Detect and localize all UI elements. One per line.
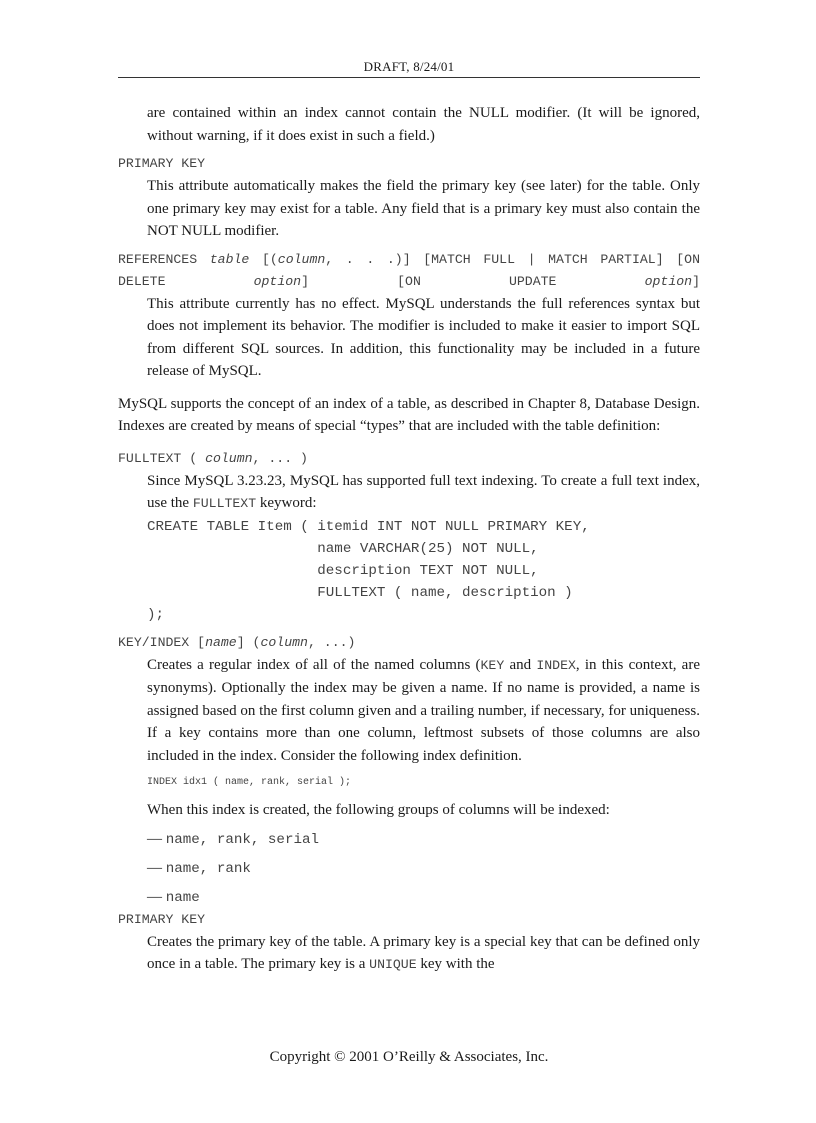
term-fulltext: FULLTEXT ( column, ... ) xyxy=(118,450,308,466)
page-footer: Copyright © 2001 O’Reilly & Associates, Inc. xyxy=(269,1049,549,1065)
desc-primary-key: This attribute automatically makes the field the primary key (see later) for the table. Only one primary key may exist for a table. Any field that is a primary key must also contain the NOT NULL modifier. xyxy=(147,178,700,239)
desc-index-groups: When this index is created, the following groups of columns will be indexed: xyxy=(147,802,610,818)
list-item: — name, rank, serial xyxy=(147,830,319,848)
term-references: REFERENCES table [(column, . . .)] [MATCH FULL | MATCH PARTIAL] [ON DELETE option] [ON UPDATE option] xyxy=(118,251,700,289)
list-item: — name, rank xyxy=(147,859,251,877)
desc-references: This attribute currently has no effect. MySQL understands the full references syntax but does not implement its behavior. The modifier is included to make it easier to import SQL from different SQL sources. In addition, this functionality may be included in a future release of MySQL. xyxy=(147,295,700,379)
code-fulltext-example: CREATE TABLE Item ( itemid INT NOT NULL PRIMARY KEY, name VARCHAR(25) NOT NULL, description TEXT NOT NULL, FULLTEXT ( name, description ) ); xyxy=(147,518,590,623)
continued-paragraph: are contained within an index cannot contain the NULL modifier. (It will be ignored, without warning, if it does exist in such a field.) xyxy=(147,105,700,144)
index-intro-paragraph: MySQL supports the concept of an index of a table, as described in Chapter 8, Database Design. Indexes are created by means of special “types” that are included with the table definition: xyxy=(118,395,700,434)
list-item: — name xyxy=(147,888,200,906)
page-header: DRAFT, 8/24/01 xyxy=(363,59,455,74)
code-index-example: INDEX idx1 ( name, rank, serial ); xyxy=(147,777,352,788)
desc-primary-key-index: Creates the primary key of the table. A primary key is a special key that can be defined only once in a table. The primary key is a UNIQUE key with the xyxy=(147,933,700,972)
term-primary-key: PRIMARY KEY xyxy=(118,156,206,171)
page-body xyxy=(118,102,700,977)
term-primary-key-index: PRIMARY KEY xyxy=(118,911,206,927)
term-key-index: KEY/INDEX [name] (column, ...) xyxy=(118,634,356,650)
desc-fulltext: Since MySQL 3.23.23, MySQL has supported full text indexing. To create a full text index, use the FULLTEXT keyword: xyxy=(147,472,700,511)
header-rule xyxy=(118,77,700,78)
desc-key-index: Creates a regular index of all of the named columns (KEY and INDEX, in this context, are synonyms). Optionally the index may be given a name. If no name is provided, a name is assigned based on the first column given and a trailing number, if necessary, for uniqueness. If a key contains more than one column, leftmost subsets of those columns are also included in the index. Consider the following index definition. xyxy=(147,656,700,764)
